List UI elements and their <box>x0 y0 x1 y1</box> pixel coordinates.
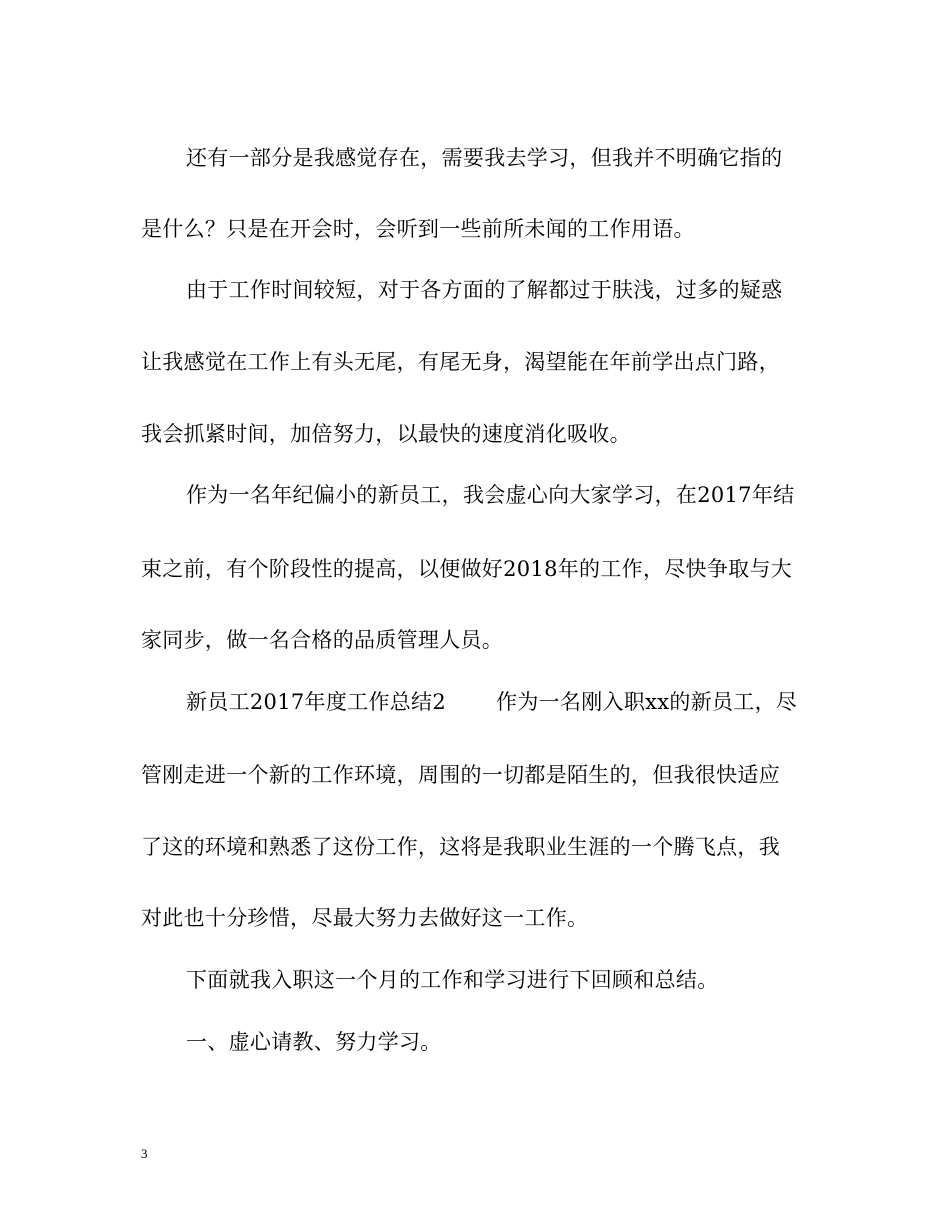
paragraph-3-line-1: 作为一名年纪偏小的新员工，我会虚心向大家学习，在2017年结 <box>186 483 795 507</box>
paragraph-1-line-2: 是什么？只是在开会时，会听到一些前所未闻的工作用语。 <box>141 217 695 241</box>
paragraph-4-line-4: 对此也十分珍惜，尽最大努力去做好这一工作。 <box>141 906 589 930</box>
paragraph-4-line-3: 了这的环境和熟悉了这份工作，这将是我职业生涯的一个腾飞点，我 <box>141 835 780 859</box>
paragraph-4-line-1 <box>186 682 797 722</box>
paragraph-2-line-2: 让我感觉在工作上有头无尾，有尾无身，渴望能在年前学出点门路， <box>141 350 780 374</box>
paragraph-3-line-3: 家同步，做一名合格的品质管理人员。 <box>141 628 504 652</box>
paragraph-5-line-1: 下面就我入职这一个月的工作和学习进行下回顾和总结。 <box>186 968 719 992</box>
section-heading: 新员工2017年度工作总结2 <box>186 690 447 714</box>
paragraph-4-line-2: 管刚走进一个新的工作环境，周围的一切都是陌生的，但我很快适应 <box>141 763 780 787</box>
section-one-heading: 一、虚心请教、努力学习。 <box>186 1030 442 1054</box>
paragraph-2-line-3: 我会抓紧时间，加倍努力，以最快的速度消化吸收。 <box>141 422 631 446</box>
paragraph-3-line-2: 束之前，有个阶段性的提高，以便做好2018年的工作，尽快争取与大 <box>141 557 793 581</box>
paragraph-2-line-1: 由于工作时间较短，对于各方面的了解都过于肤浅，过多的疑惑 <box>186 278 783 302</box>
paragraph-4-opening: 作为一名刚入职xx的新员工，尽 <box>496 690 798 714</box>
paragraph-1-line-1: 还有一部分是我感觉存在，需要我去学习，但我并不明确它指的 <box>186 146 783 170</box>
page-number: 3 <box>141 1146 148 1161</box>
